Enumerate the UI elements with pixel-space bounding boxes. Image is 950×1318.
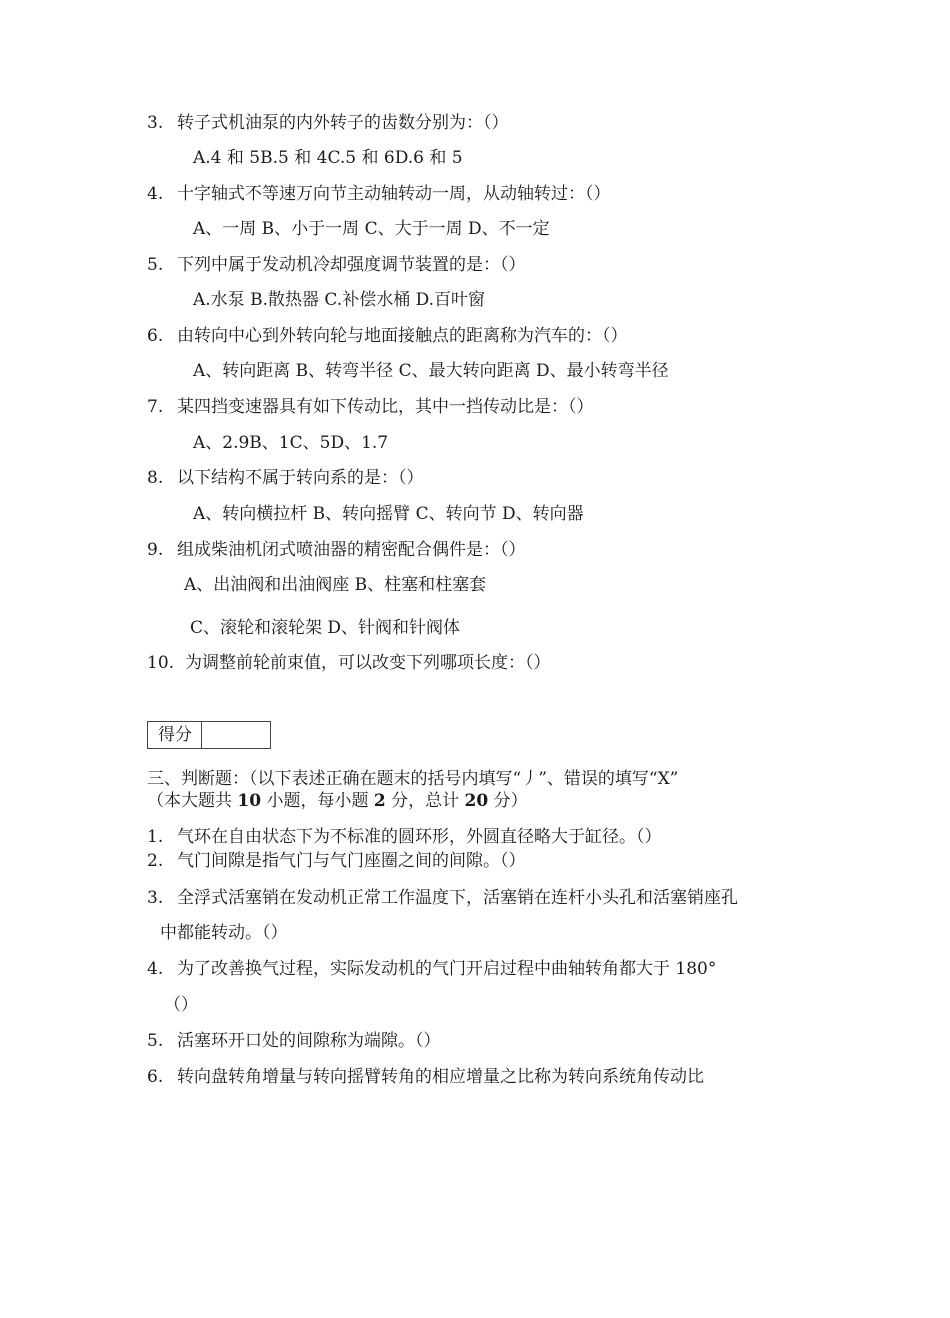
question-number: 5.: [147, 255, 164, 275]
tf-item-3-cont: 中都能转动。（）: [160, 923, 288, 943]
question-number: 3.: [147, 113, 164, 133]
question-8: [147, 467, 424, 489]
section3-heading: 三、判断题：（以下表述正确在题末的括号内填写“丿”、错误的填写“X”: [147, 769, 679, 789]
item-text: 为了改善换气过程，实际发动机的气门开启过程中曲轴转角都大于 180°: [177, 959, 717, 979]
subheading-part: （本大题共: [147, 791, 232, 811]
question-7-options: A、2.9B、1C、5D、1.7: [193, 433, 389, 453]
question-5: [147, 254, 526, 276]
points-total: 20: [464, 791, 489, 811]
tf-item-4: [147, 958, 716, 980]
question-3: [147, 112, 509, 134]
item-text: 气门间隙是指气门与气门座圈之间的间隙。（）: [177, 851, 526, 871]
question-text: 转子式机油泵的内外转子的齿数分别为：（）: [177, 113, 509, 133]
tf-item-2: [147, 850, 526, 872]
question-number: 8.: [147, 468, 164, 488]
question-8-options: A、转向横拉杆 B、转向摇臂 C、转向节 D、转向器: [193, 504, 584, 524]
question-6: [147, 325, 628, 347]
points-each: 2: [373, 791, 386, 811]
subheading-part: 分，总计: [391, 791, 460, 811]
question-text: 某四挡变速器具有如下传动比，其中一挡传动比是：（）: [177, 397, 594, 417]
item-text: 全浮式活塞销在发动机正常工作温度下，活塞销在连杆小头孔和活塞销座孔: [177, 888, 738, 908]
question-number: 4.: [147, 184, 164, 204]
question-text: 十字轴式不等速万向节主动轴转动一周，从动轴转过：（）: [177, 184, 611, 204]
question-text: 组成柴油机闭式喷油器的精密配合偶件是：（）: [177, 540, 526, 560]
tf-item-3: [147, 887, 738, 909]
item-number: 6.: [147, 1067, 164, 1087]
score-value-cell[interactable]: [202, 722, 270, 748]
item-number: 4.: [147, 959, 164, 979]
question-number: 7.: [147, 397, 164, 417]
question-number: 9.: [147, 540, 164, 560]
section3-subheading: [147, 790, 528, 812]
question-9: [147, 539, 526, 561]
subheading-part: 分）: [493, 791, 528, 811]
item-number: 1.: [147, 827, 164, 847]
tf-item-6: [147, 1066, 704, 1088]
tf-item-4-cont: （）: [164, 995, 198, 1015]
question-9-options: A、出油阀和出油阀座 B、柱塞和柱塞套: [184, 575, 487, 595]
item-text: 活塞环开口处的间隙称为端隙。（）: [177, 1031, 441, 1051]
question-3-options: A.4 和 5B.5 和 4C.5 和 6D.6 和 5: [193, 148, 463, 168]
item-number: 2.: [147, 851, 164, 871]
question-text: 下列中属于发动机冷却强度调节装置的是：（）: [177, 255, 526, 275]
question-6-options: A、转向距离 B、转弯半径 C、最大转向距离 D、最小转弯半径: [193, 361, 669, 381]
question-5-options: A.水泵 B.散热器 C.补偿水桶 D.百叶窗: [193, 290, 486, 310]
subheading-part: 小题，每小题: [266, 791, 369, 811]
question-number: 6.: [147, 326, 164, 346]
tf-item-5: [147, 1030, 441, 1052]
score-box: [147, 721, 271, 749]
question-text: 由转向中心到外转向轮与地面接触点的距离称为汽车的：（）: [177, 326, 628, 346]
question-9-options-2: C、滚轮和滚轮架 D、针阀和针阀体: [190, 618, 461, 638]
question-4-options: A、一周 B、小于一周 C、大于一周 D、不一定: [193, 219, 550, 239]
question-count: 10: [237, 791, 262, 811]
question-text: 以下结构不属于转向系的是：（）: [177, 468, 424, 488]
question-7: [147, 396, 594, 418]
question-4: [147, 183, 611, 205]
item-number: 5.: [147, 1031, 164, 1051]
tf-item-1: [147, 826, 662, 848]
score-label: 得分: [148, 722, 202, 748]
item-number: 3.: [147, 888, 164, 908]
question-text: 为调整前轮前束值，可以改变下列哪项长度：（）: [185, 653, 551, 673]
question-10: [147, 652, 551, 674]
item-text: 气环在自由状态下为不标准的圆环形，外圆直径略大于缸径。（）: [177, 827, 662, 847]
item-text: 转向盘转角增量与转向摇臂转角的相应增量之比称为转向系统角传动比: [177, 1067, 704, 1087]
question-number: 10.: [147, 653, 175, 673]
